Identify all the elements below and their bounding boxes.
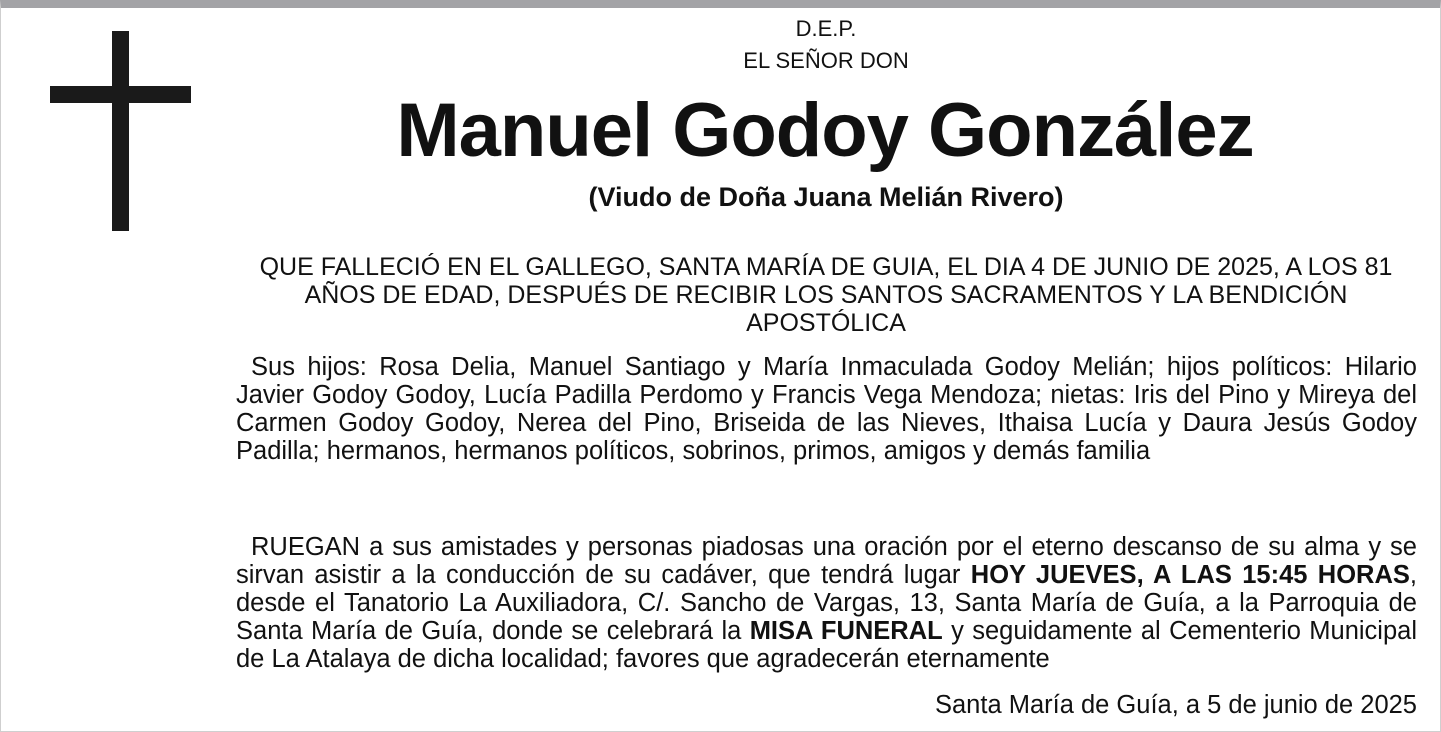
dep-heading: D.E.P.	[795, 16, 857, 41]
family-paragraph: Sus hijos: Rosa Delia, Manuel Santiago y María Inmaculada Godoy Melián; hijos políticos: Hilario Javier Godoy Godoy, Lucía Padilla Perdomo y Francis Vega Mendoza; nietas: Iris del Pino y Mireya del Carmen Godoy Godoy, Nerea del Pino, Briseida de las Nieves, Ithaisa Lucía y Daura Jesús Godoy Padilla; hermanos, hermanos políticos, sobrinos, primos, amigos y demás familia	[236, 353, 1417, 465]
mass-label: MISA FUNERAL	[749, 617, 943, 645]
cross-horizontal-bar	[50, 86, 191, 103]
request-text-3: y seguidamente al Cementerio Municipal de La Atalaya de dicha localidad; favores que agradecerán eternamente	[236, 617, 1417, 673]
request-text-2: , desde el Tanatorio La Auxiliadora, C/. Sancho de Vargas, 13, Santa María de Guía, a la Parroquia de Santa María de Guía, donde se celebrará la	[236, 561, 1417, 645]
place-date: Santa María de Guía, a 5 de junio de 2025	[934, 691, 1417, 719]
title-line: EL SEÑOR DON	[743, 48, 909, 73]
request-text-1: RUEGAN a sus amistades y personas piadosas una oración por el eterno descanso de su alma y se sirvan asistir a la conducción de su cadáver, que tendrá lugar	[236, 533, 1417, 589]
request-paragraph	[236, 533, 1417, 673]
death-notice: QUE FALLECIÓ EN EL GALLEGO, SANTA MARÍA DE GUIA, EL DIA 4 DE JUNIO DE 2025, A LOS 81 AÑOS DE EDAD, DESPUÉS DE RECIBIR LOS SANTOS SACRAMENTOS Y LA BENDICIÓN APOSTÓLICA	[259, 253, 1393, 337]
widower-note: (Viudo de Doña Juana Melián Rivero)	[588, 182, 1064, 212]
deceased-name: Manuel Godoy González	[396, 88, 1254, 173]
service-time: HOY JUEVES, A LAS 15:45 HORAS	[970, 561, 1410, 589]
cross-vertical-bar	[112, 31, 129, 231]
